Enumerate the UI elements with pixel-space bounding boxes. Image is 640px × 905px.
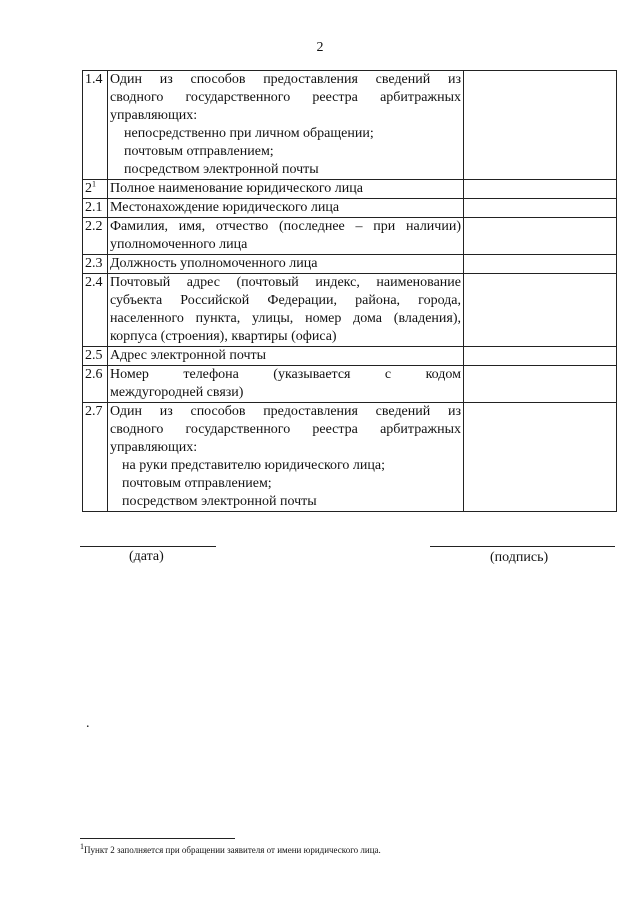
row-number: 2.2 — [83, 218, 108, 255]
table-row — [83, 274, 617, 347]
row-value-field[interactable] — [464, 403, 617, 512]
row-value-field[interactable] — [464, 255, 617, 274]
table-row — [83, 71, 617, 180]
table-row — [83, 347, 617, 366]
page-number: 2 — [316, 40, 324, 55]
row-number: 2.5 — [83, 347, 108, 366]
row-value-field[interactable] — [464, 274, 617, 347]
row-value-field[interactable] — [464, 366, 617, 403]
row-description: Почтовый адрес (почтовый индекс, наименование субъекта Российской Федерации, района, города, населенного пункта, улицы, номер дома (владения), корпуса (строения), квартиры (офиса) — [108, 274, 464, 347]
row-value-field[interactable] — [464, 199, 617, 218]
table-row — [83, 218, 617, 255]
row-value-field[interactable] — [464, 218, 617, 255]
date-line[interactable] — [80, 546, 216, 547]
row-description: Адрес электронной почты — [108, 347, 464, 366]
row-value-field[interactable] — [464, 180, 617, 199]
signature-line[interactable] — [430, 546, 615, 547]
stray-dot: . — [86, 716, 90, 731]
row-number: 2.7 — [83, 403, 108, 512]
row-description: Номер телефона (указывается с кодом междугородней связи) — [108, 366, 464, 403]
table-row — [83, 366, 617, 403]
row-number: 2.1 — [83, 199, 108, 218]
row-number: 1.4 — [83, 71, 108, 180]
row-number: 2.4 — [83, 274, 108, 347]
signature-label: (подпись) — [490, 550, 549, 565]
row-description: Местонахождение юридического лица — [108, 199, 464, 218]
footnote: $^1$Пункт 2 заполняется при обращении заявителя от имени юридического лица. — [80, 842, 381, 855]
row-description: Фамилия, имя, отчество (последнее – при наличии) уполномоченного лица — [108, 218, 464, 255]
row-description: Полное наименование юридического лица — [108, 180, 464, 199]
footnote-rule — [80, 838, 235, 839]
row-number: 2.3 — [83, 255, 108, 274]
table-row — [83, 180, 617, 199]
row-number: 2.6 — [83, 366, 108, 403]
row-description: Один из способов предоставления сведений из сводного государственного реестра арбитражных управляющих: на руки представителю юридического лица; почтовым отправлением; посредством электронной почты — [108, 403, 464, 512]
table-row — [83, 199, 617, 218]
application-form-table — [82, 70, 617, 512]
row-value-field[interactable] — [464, 71, 617, 180]
row-number: $2^1$ — [83, 180, 108, 199]
table-row — [83, 403, 617, 512]
table-row — [83, 255, 617, 274]
row-description: Один из способов предоставления сведений из сводного государственного реестра арбитражных управляющих: непосредственно при личном обращении; почтовым отправлением; посредством электронной почты — [108, 71, 464, 180]
row-description: Должность уполномоченного лица — [108, 255, 464, 274]
row-value-field[interactable] — [464, 347, 617, 366]
date-label: (дата) — [129, 549, 164, 564]
